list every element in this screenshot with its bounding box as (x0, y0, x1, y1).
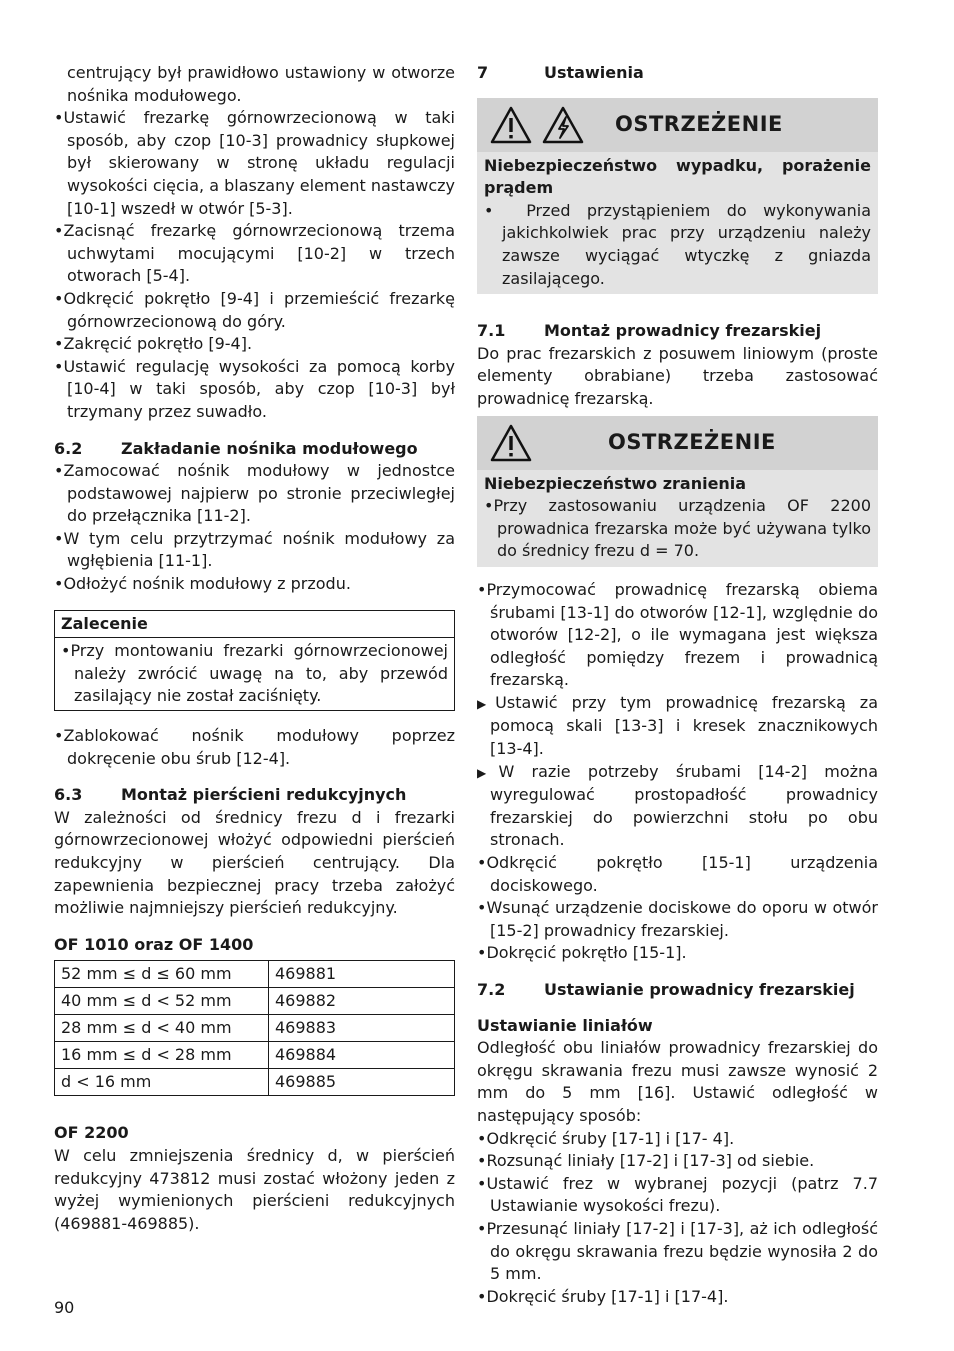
list-item: •Odkręcić śruby [17-1] i [17- 4]. (477, 1128, 735, 1148)
warning-title: OSTRZEŻENIE (608, 430, 776, 455)
list-item: •Dokręcić pokrętło [15-1]. (477, 943, 687, 963)
warning-text: •Przy zastosowaniu urządzenia OF 2200 prowadnica frezarska może być używana tylko do średnicy frezu d = 70. (484, 496, 871, 561)
subsection-title: Ustawianie liniałów (477, 1015, 653, 1035)
list-item: •Dokręcić śruby [17-1] i [17-4]. (477, 1286, 729, 1306)
recommendation-box (54, 610, 455, 711)
electric-hazard-icon (541, 105, 585, 145)
table-row: d < 16 mm 469885 (55, 1069, 455, 1096)
list-item: •Odkręcić pokrętło [15-1] urządzenia dociskowego. (477, 853, 878, 895)
list-item: •W tym celu przytrzymać nośnik modułowy za wgłębienia [11-1]. (54, 528, 455, 571)
table-row: 52 mm ≤ d ≤ 60 mm 469881 (55, 961, 455, 988)
right-column (477, 62, 878, 1308)
section-6-3-text: W zależności od średnicy frezu d i frezarki górnowrzecionowej włożyć odpowiedni pierścień redukcyjny w pierścień centrujący. Dla zapewnienia bezpiecznej pracy trzeba założyć możliwie najmniejszy pierścień redukcyjny. (54, 807, 455, 918)
of2200-text: W celu zmniejszenia średnicy d, w pierścień redukcyjny 473812 musi zostać włożony jeden z wyżej wymienionych pierścieni redukcyjnych (469881-469885). (54, 1145, 455, 1233)
intro-continuation: centrujący był prawidłowo ustawiony w otworze nośnika modułowego. (67, 63, 455, 105)
left-column (54, 62, 455, 1235)
subsection-text: Odległość obu liniałów prowadnicy frezarskiej do okręgu skrawania frezu musi zawsze wynosić 2 mm do 5 mm [16]. Ustawić odległość w następujący sposób: (477, 1038, 878, 1125)
list-item: •Ustawić frez w wybranej pozycji (patrz 7.7 Ustawianie wysokości frezu). (477, 1173, 878, 1216)
recommendation-title: Zalecenie (55, 611, 454, 639)
reduction-ring-table (54, 960, 455, 1096)
list-item: •Ustawić frezarkę górnowrzecionową w taki sposób, aby czop [10-3] prowadnicy słupkowej był skierowany w stronę układu regulacji wysokości cięcia, a blaszany element nastawczy [10-1] wszedł w otwór [5-3]. (54, 108, 455, 218)
list-item: •Ustawić regulację wysokości za pomocą korby [10-4] w taki sposób, aby czop [10-3] był trzymany przez suwadło. (54, 356, 455, 421)
list-item: •Rozsunąć liniały [17-2] i [17-3] od siebie. (477, 1151, 815, 1171)
page-number: 90 (54, 1298, 75, 1317)
list-item: ▶W razie potrzeby śrubami [14-2] można wyregulować prostopadłość prowadnicy frezarskiej do powierzchni stołu po obu stronach. (477, 761, 878, 850)
warning-header (477, 98, 878, 152)
list-item: •Odłożyć nośnik modułowy z przodu. (54, 574, 351, 594)
list-item: •Zacisnąć frezarkę górnowrzecionową trzema uchwytami mocującymi [10-2] w trzech otworach [5-4]. (54, 221, 455, 286)
section-heading-6-3: 6.3 Montaż pierścieni redukcyjnych (54, 785, 407, 805)
list-item: •Zamocować nośnik modułowy w jednostce podstawowej najpierw po stronie przeciwległej do przełącznika [11-2]. (54, 461, 455, 526)
warning-triangle-icon (489, 423, 533, 463)
warning-triangle-icon (489, 105, 533, 145)
table-row: 16 mm ≤ d < 28 mm 469884 (55, 1042, 455, 1069)
warning-box-injury (477, 416, 878, 567)
section-heading-7-2: 7.2 Ustawianie prowadnicy frezarskiej (477, 980, 855, 999)
warning-header (477, 416, 878, 470)
warning-title: OSTRZEŻENIE (615, 112, 783, 137)
of2200-title: OF 2200 (54, 1123, 129, 1143)
of1010-title: OF 1010 oraz OF 1400 (54, 934, 254, 954)
section-heading-7-1: 7.1 Montaż prowadnicy frezarskiej (477, 321, 822, 341)
table-row: 40 mm ≤ d < 52 mm 469882 (55, 988, 455, 1015)
list-item: •Odkręcić pokrętło [9-4] i przemieścić frezarkę górnowrzecionową do góry. (54, 288, 455, 331)
section-7-1-text: Do prac frezarskich z posuwem liniowym (proste elementy obrabiane) trzeba zastosować prowadnicę frezarską. (477, 343, 878, 408)
list-item: •Zablokować nośnik modułowy poprzez dokręcenie obu śrub [12-4]. (54, 726, 455, 768)
list-item: •Wsunąć urządzenie dociskowe do oporu w otwór [15-2] prowadnicy frezarskiej. (477, 898, 878, 940)
table-row: 28 mm ≤ d < 40 mm 469883 (55, 1015, 455, 1042)
section-heading-6-2: 6.2 Zakładanie nośnika modułowego (54, 438, 418, 458)
list-item: •Zakręcić pokrętło [9-4]. (54, 334, 253, 354)
section-heading-7: 7 Ustawienia (477, 63, 644, 82)
warning-box-electric (477, 98, 878, 295)
warning-subtitle: Niebezpieczeństwo zranienia (484, 473, 747, 493)
list-item: ▶Ustawić przy tym prowadnicę frezarską za pomocą skali [13-3] i kresek znacznikowych [13-4]. (477, 692, 878, 759)
list-item: •Przesunąć liniały [17-2] i [17-3], aż ich odległość do okręgu skrawania frezu będzie wynosiła 2 do 5 mm. (477, 1218, 878, 1284)
warning-text: • Przed przystąpieniem do wykonywania jakichkolwiek prac przy urządzeniu należy zawsze wyciągać wtyczkę z gniazda zasilającego. (484, 200, 872, 288)
recommendation-body: •Przy montowaniu frezarki górnowrzecionowej należy zwrócić uwagę na to, aby przewód zasilający nie został zaciśnięty. (61, 641, 448, 706)
warning-subtitle: Niebezpieczeństwo wypadku, porażenie prądem (484, 155, 871, 198)
list-item: •Przymocować prowadnicę frezarską obiema śrubami [13-1] do otworów [12-1], względnie do otworów [12-2], o ile wymagana jest większa odległość pomiędzy frezem i prowadnicą frezarską. (477, 579, 878, 690)
